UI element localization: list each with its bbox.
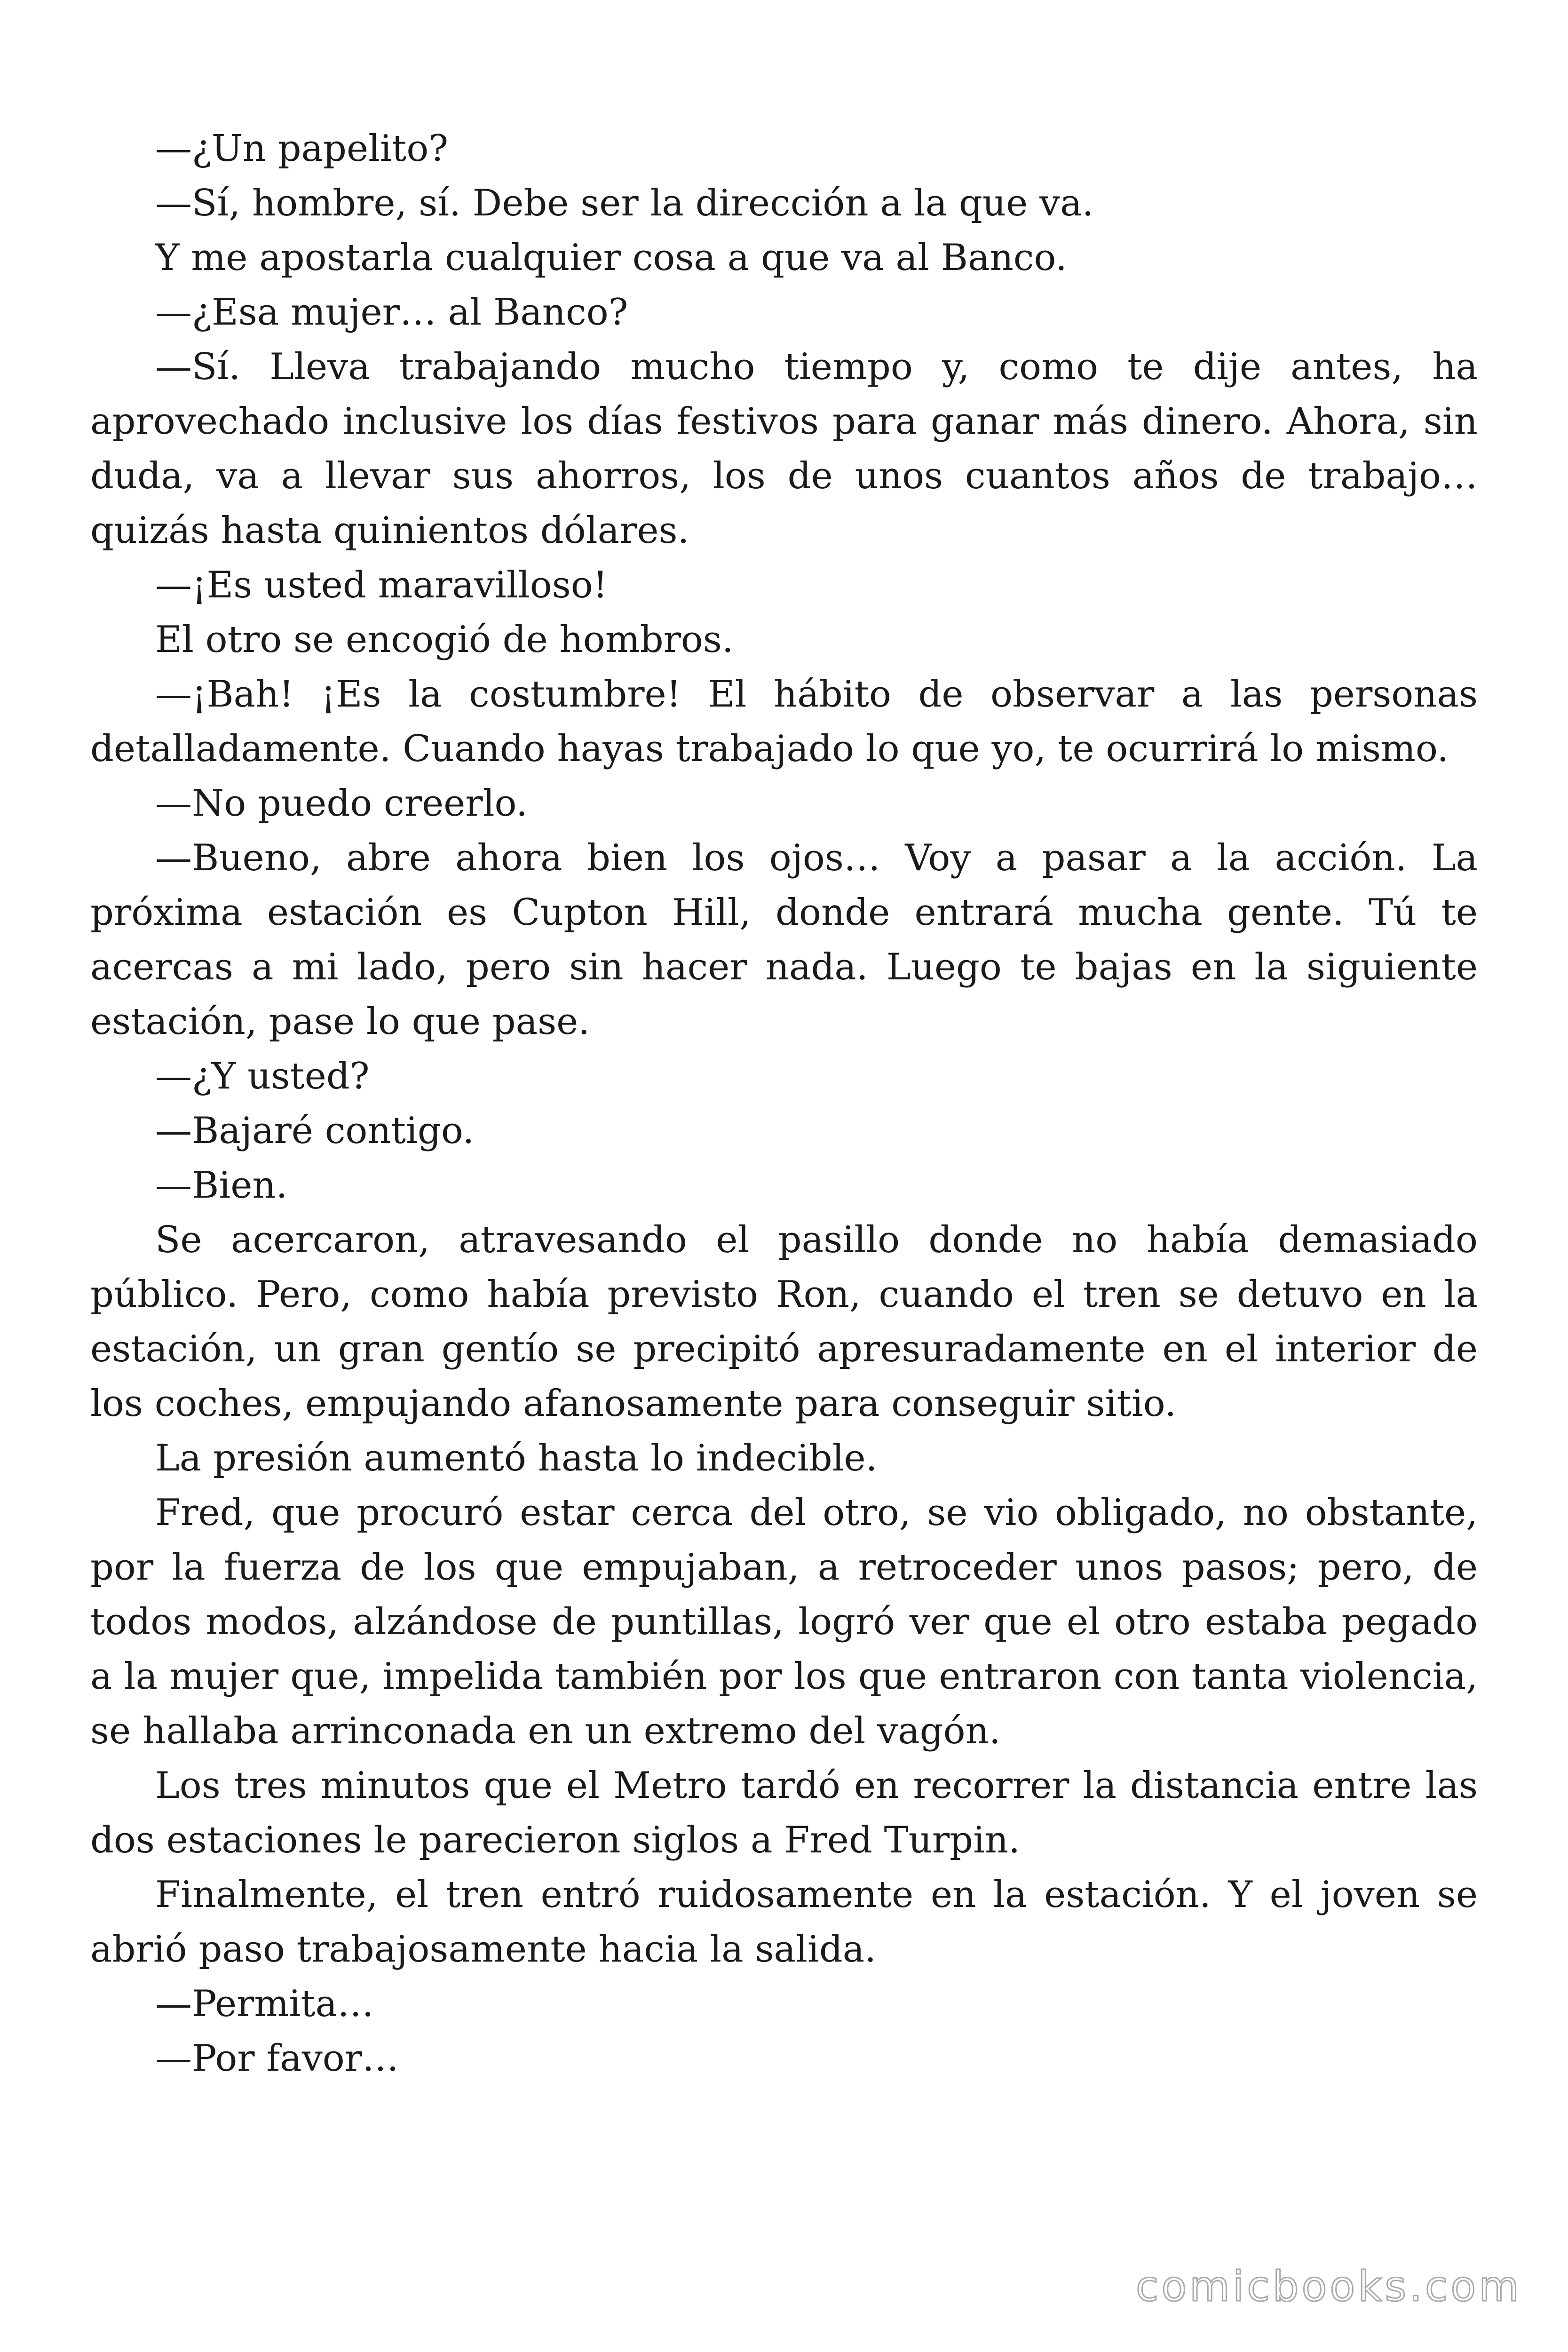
paragraph: El otro se encogió de hombros. bbox=[155, 619, 734, 661]
paragraph: Fred, que procuró estar cerca del otro, se vio obligado, no obstante, por la fuerza de los que empujaban, a retroceder unos pasos; pero, de todos modos, alzándose de puntillas, logró ver que el otro estaba pegado a la mujer que, impelida también por los que entraron con tanta violencia, se hallaba arrinconada en un extremo del vagón. bbox=[90, 1492, 1478, 1752]
paragraph: —Bueno, abre ahora bien los ojos… Voy a pasar a la acción. La próxima estación es Cupton Hill, donde entrará mucha gente. Tú te acercas a mi lado, pero sin hacer nada. Luego te bajas en la siguiente estación, pase lo que pase. bbox=[90, 837, 1478, 1043]
paragraph: La presión aumentó hasta lo indecible. bbox=[155, 1437, 878, 1479]
paragraph: —Permita… bbox=[155, 1983, 374, 2025]
paragraph: —Por favor… bbox=[155, 2037, 399, 2080]
paragraph: —¡Es usted maravilloso! bbox=[155, 564, 608, 606]
paragraph: —Sí. Lleva trabajando mucho tiempo y, como te dije antes, ha aprovechado inclusive los días festivos para ganar más dinero. Ahora, sin duda, va a llevar sus ahorros, los de unos cuantos años de trabajo… quizás hasta quinientos dólares. bbox=[90, 346, 1478, 552]
watermark: comicbooks.com bbox=[1135, 2262, 1522, 2311]
paragraph: Se acercaron, atravesando el pasillo donde no había demasiado público. Pero, como había previsto Ron, cuando el tren se detuvo en la estación, un gran gentío se precipitó apresuradamente en el interior de los coches, empujando afanosamente para conseguir sitio. bbox=[90, 1219, 1478, 1425]
paragraph: Finalmente, el tren entró ruidosamente en la estación. Y el joven se abrió paso trabajosamente hacia la salida. bbox=[90, 1874, 1478, 1971]
paragraph: —Bien. bbox=[155, 1164, 288, 1207]
paragraph: —Sí, hombre, sí. Debe ser la dirección a la que va. bbox=[155, 182, 1094, 224]
paragraph: —No puedo creerlo. bbox=[155, 782, 528, 825]
paragraph: —¿Un papelito? bbox=[155, 127, 449, 170]
paragraph: —Bajaré contigo. bbox=[155, 1110, 475, 1152]
paragraph: Los tres minutos que el Metro tardó en recorrer la distancia entre las dos estaciones le parecieron siglos a Fred Turpin. bbox=[90, 1764, 1478, 1861]
paragraph: —¡Bah! ¡Es la costumbre! El hábito de observar a las personas detalladamente. Cuando hayas trabajado lo que yo, te ocurrirá lo mismo. bbox=[90, 673, 1478, 770]
page-text bbox=[90, 121, 1478, 2086]
paragraph: Y me apostarla cualquier cosa a que va al Banco. bbox=[155, 237, 1067, 279]
paragraph: —¿Esa mujer… al Banco? bbox=[155, 291, 628, 334]
paragraph: —¿Y usted? bbox=[155, 1055, 370, 1097]
